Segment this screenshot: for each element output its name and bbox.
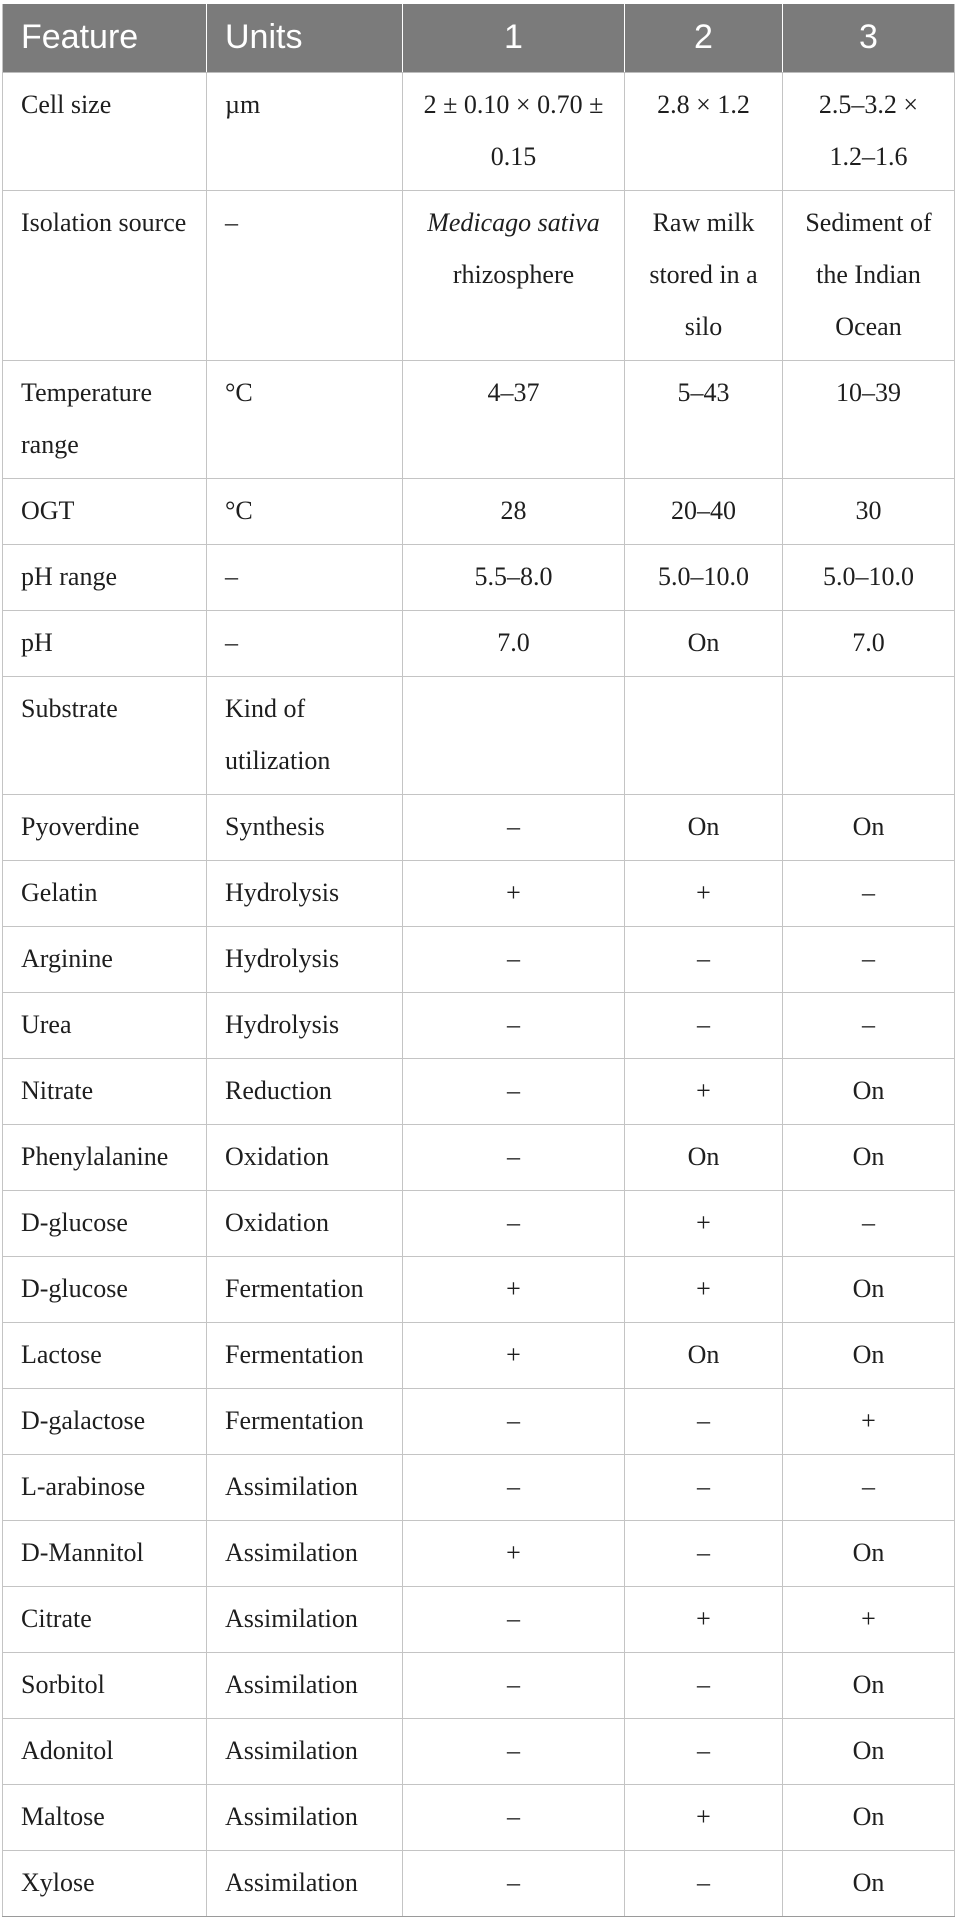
table-row <box>3 1520 955 1586</box>
cell-strain-3: – <box>783 926 955 992</box>
cell-units: Kind of utilization <box>207 676 403 794</box>
table-row <box>3 1058 955 1124</box>
cell-strain-2: + <box>625 1784 783 1850</box>
cell-strain-1: – <box>403 1718 625 1784</box>
table-row <box>3 1652 955 1718</box>
cell-strain-2: – <box>625 992 783 1058</box>
cell-feature: Adonitol <box>3 1718 207 1784</box>
cell-feature: Phenylalanine <box>3 1124 207 1190</box>
cell-feature: D-Mannitol <box>3 1520 207 1586</box>
table-row <box>3 190 955 360</box>
cell-strain-3: On <box>783 1322 955 1388</box>
cell-units: – <box>207 544 403 610</box>
cell-strain-1 <box>403 676 625 794</box>
table-row <box>3 1256 955 1322</box>
table-row <box>3 1850 955 1916</box>
cell-units: Oxidation <box>207 1190 403 1256</box>
cell-strain-2: – <box>625 926 783 992</box>
cell-feature: OGT <box>3 478 207 544</box>
cell-strain-3: – <box>783 1454 955 1520</box>
cell-units: Reduction <box>207 1058 403 1124</box>
table-row <box>3 676 955 794</box>
table-row <box>3 794 955 860</box>
table-row <box>3 1784 955 1850</box>
cell-strain-2: + <box>625 1256 783 1322</box>
cell-strain-3: On <box>783 1058 955 1124</box>
cell-strain-3: On <box>783 1718 955 1784</box>
table-row <box>3 1322 955 1388</box>
table-row <box>3 544 955 610</box>
cell-feature: Temperature range <box>3 360 207 478</box>
cell-units: °C <box>207 478 403 544</box>
cell-feature: Sorbitol <box>3 1652 207 1718</box>
cell-feature: Arginine <box>3 926 207 992</box>
cell-strain-1: – <box>403 1124 625 1190</box>
table-row <box>3 1586 955 1652</box>
table-row <box>3 992 955 1058</box>
cell-strain-2: 2.8 × 1.2 <box>625 72 783 190</box>
table-row <box>3 860 955 926</box>
cell-feature: Maltose <box>3 1784 207 1850</box>
table-row <box>3 1388 955 1454</box>
cell-strain-2: On <box>625 794 783 860</box>
table-body <box>3 72 955 1916</box>
cell-strain-2: – <box>625 1652 783 1718</box>
cell-strain-1: 2 ± 0.10 × 0.70 ± 0.15 <box>403 72 625 190</box>
cell-strain-1: – <box>403 1190 625 1256</box>
cell-feature: Nitrate <box>3 1058 207 1124</box>
cell-strain-1: 5.5–8.0 <box>403 544 625 610</box>
header-col-1: 1 <box>403 4 625 72</box>
table-row <box>3 610 955 676</box>
cell-feature: L-arabinose <box>3 1454 207 1520</box>
cell-strain-2: 5.0–10.0 <box>625 544 783 610</box>
cell-strain-1 <box>403 190 625 360</box>
cell-strain-2: – <box>625 1388 783 1454</box>
cell-units: Hydrolysis <box>207 926 403 992</box>
cell-strain-1: + <box>403 1256 625 1322</box>
cell-strain-2 <box>625 676 783 794</box>
cell-strain-2: + <box>625 1586 783 1652</box>
table-row <box>3 478 955 544</box>
cell-strain-3: On <box>783 1652 955 1718</box>
cell-strain-3: On <box>783 1256 955 1322</box>
cell-feature: D-galactose <box>3 1388 207 1454</box>
cell-strain-3: – <box>783 860 955 926</box>
cell-units: Synthesis <box>207 794 403 860</box>
cell-feature: Citrate <box>3 1586 207 1652</box>
features-table <box>2 4 955 1917</box>
cell-strain-3: 7.0 <box>783 610 955 676</box>
cell-units: – <box>207 610 403 676</box>
cell-strain-3: + <box>783 1388 955 1454</box>
cell-units: Assimilation <box>207 1850 403 1916</box>
species-name: Medicago sativa <box>427 207 600 237</box>
cell-strain-2: – <box>625 1454 783 1520</box>
cell-units: Assimilation <box>207 1652 403 1718</box>
cell-strain-1: – <box>403 794 625 860</box>
cell-strain-2: – <box>625 1850 783 1916</box>
cell-strain-1: 4–37 <box>403 360 625 478</box>
table-header <box>3 4 955 72</box>
cell-feature: Isolation source <box>3 190 207 360</box>
cell-units: – <box>207 190 403 360</box>
cell-strain-1: – <box>403 1784 625 1850</box>
table-container <box>2 4 954 1917</box>
table-row <box>3 926 955 992</box>
cell-strain-2: On <box>625 1124 783 1190</box>
cell-strain-1: – <box>403 1388 625 1454</box>
cell-feature: pH <box>3 610 207 676</box>
cell-units: µm <box>207 72 403 190</box>
cell-strain-3: 30 <box>783 478 955 544</box>
cell-units: Assimilation <box>207 1454 403 1520</box>
cell-strain-3: 10–39 <box>783 360 955 478</box>
cell-strain-3 <box>783 676 955 794</box>
source-text: rhizosphere <box>452 259 575 289</box>
cell-strain-1: + <box>403 860 625 926</box>
cell-strain-3: On <box>783 1850 955 1916</box>
cell-strain-2: – <box>625 1520 783 1586</box>
table-row <box>3 1190 955 1256</box>
cell-strain-1: – <box>403 1850 625 1916</box>
cell-feature: pH range <box>3 544 207 610</box>
cell-strain-1: 7.0 <box>403 610 625 676</box>
cell-strain-3: On <box>783 1124 955 1190</box>
cell-units: Hydrolysis <box>207 992 403 1058</box>
cell-feature: Xylose <box>3 1850 207 1916</box>
header-units: Units <box>207 4 403 72</box>
cell-strain-2: – <box>625 1718 783 1784</box>
cell-strain-3: On <box>783 1520 955 1586</box>
header-col-2: 2 <box>625 4 783 72</box>
cell-strain-1: – <box>403 926 625 992</box>
cell-strain-3: Sediment of the Indian Ocean <box>783 190 955 360</box>
cell-strain-2: 5–43 <box>625 360 783 478</box>
cell-strain-1: 28 <box>403 478 625 544</box>
cell-strain-2: 20–40 <box>625 478 783 544</box>
cell-units: Assimilation <box>207 1520 403 1586</box>
cell-strain-1: – <box>403 1454 625 1520</box>
cell-strain-2: + <box>625 1190 783 1256</box>
cell-strain-2: + <box>625 1058 783 1124</box>
cell-strain-3: – <box>783 1190 955 1256</box>
cell-units: Assimilation <box>207 1586 403 1652</box>
table-row <box>3 1454 955 1520</box>
cell-feature: D-glucose <box>3 1256 207 1322</box>
table-row <box>3 360 955 478</box>
cell-strain-3: – <box>783 992 955 1058</box>
header-col-3: 3 <box>783 4 955 72</box>
cell-strain-1: – <box>403 1586 625 1652</box>
cell-feature: Cell size <box>3 72 207 190</box>
cell-strain-3: 5.0–10.0 <box>783 544 955 610</box>
cell-strain-2: + <box>625 860 783 926</box>
cell-units: Fermentation <box>207 1388 403 1454</box>
cell-feature: Gelatin <box>3 860 207 926</box>
cell-feature: Pyoverdine <box>3 794 207 860</box>
cell-strain-2: Raw milk stored in a silo <box>625 190 783 360</box>
cell-strain-3: 2.5–3.2 × 1.2–1.6 <box>783 72 955 190</box>
cell-strain-1: + <box>403 1520 625 1586</box>
cell-strain-1: + <box>403 1322 625 1388</box>
cell-units: Assimilation <box>207 1784 403 1850</box>
cell-feature: Lactose <box>3 1322 207 1388</box>
cell-units: Fermentation <box>207 1256 403 1322</box>
cell-strain-1: – <box>403 992 625 1058</box>
header-feature: Feature <box>3 4 207 72</box>
cell-strain-1: – <box>403 1652 625 1718</box>
cell-units: Hydrolysis <box>207 860 403 926</box>
table-row <box>3 1124 955 1190</box>
cell-strain-3: On <box>783 1784 955 1850</box>
cell-strain-3: On <box>783 794 955 860</box>
cell-strain-2: On <box>625 1322 783 1388</box>
table-row <box>3 1718 955 1784</box>
cell-feature: Urea <box>3 992 207 1058</box>
cell-strain-1: – <box>403 1058 625 1124</box>
cell-strain-2: On <box>625 610 783 676</box>
cell-units: Oxidation <box>207 1124 403 1190</box>
cell-units: Fermentation <box>207 1322 403 1388</box>
header-row <box>3 4 955 72</box>
cell-strain-3: + <box>783 1586 955 1652</box>
cell-units: °C <box>207 360 403 478</box>
cell-units: Assimilation <box>207 1718 403 1784</box>
table-row <box>3 72 955 190</box>
cell-feature: Substrate <box>3 676 207 794</box>
cell-feature: D-glucose <box>3 1190 207 1256</box>
